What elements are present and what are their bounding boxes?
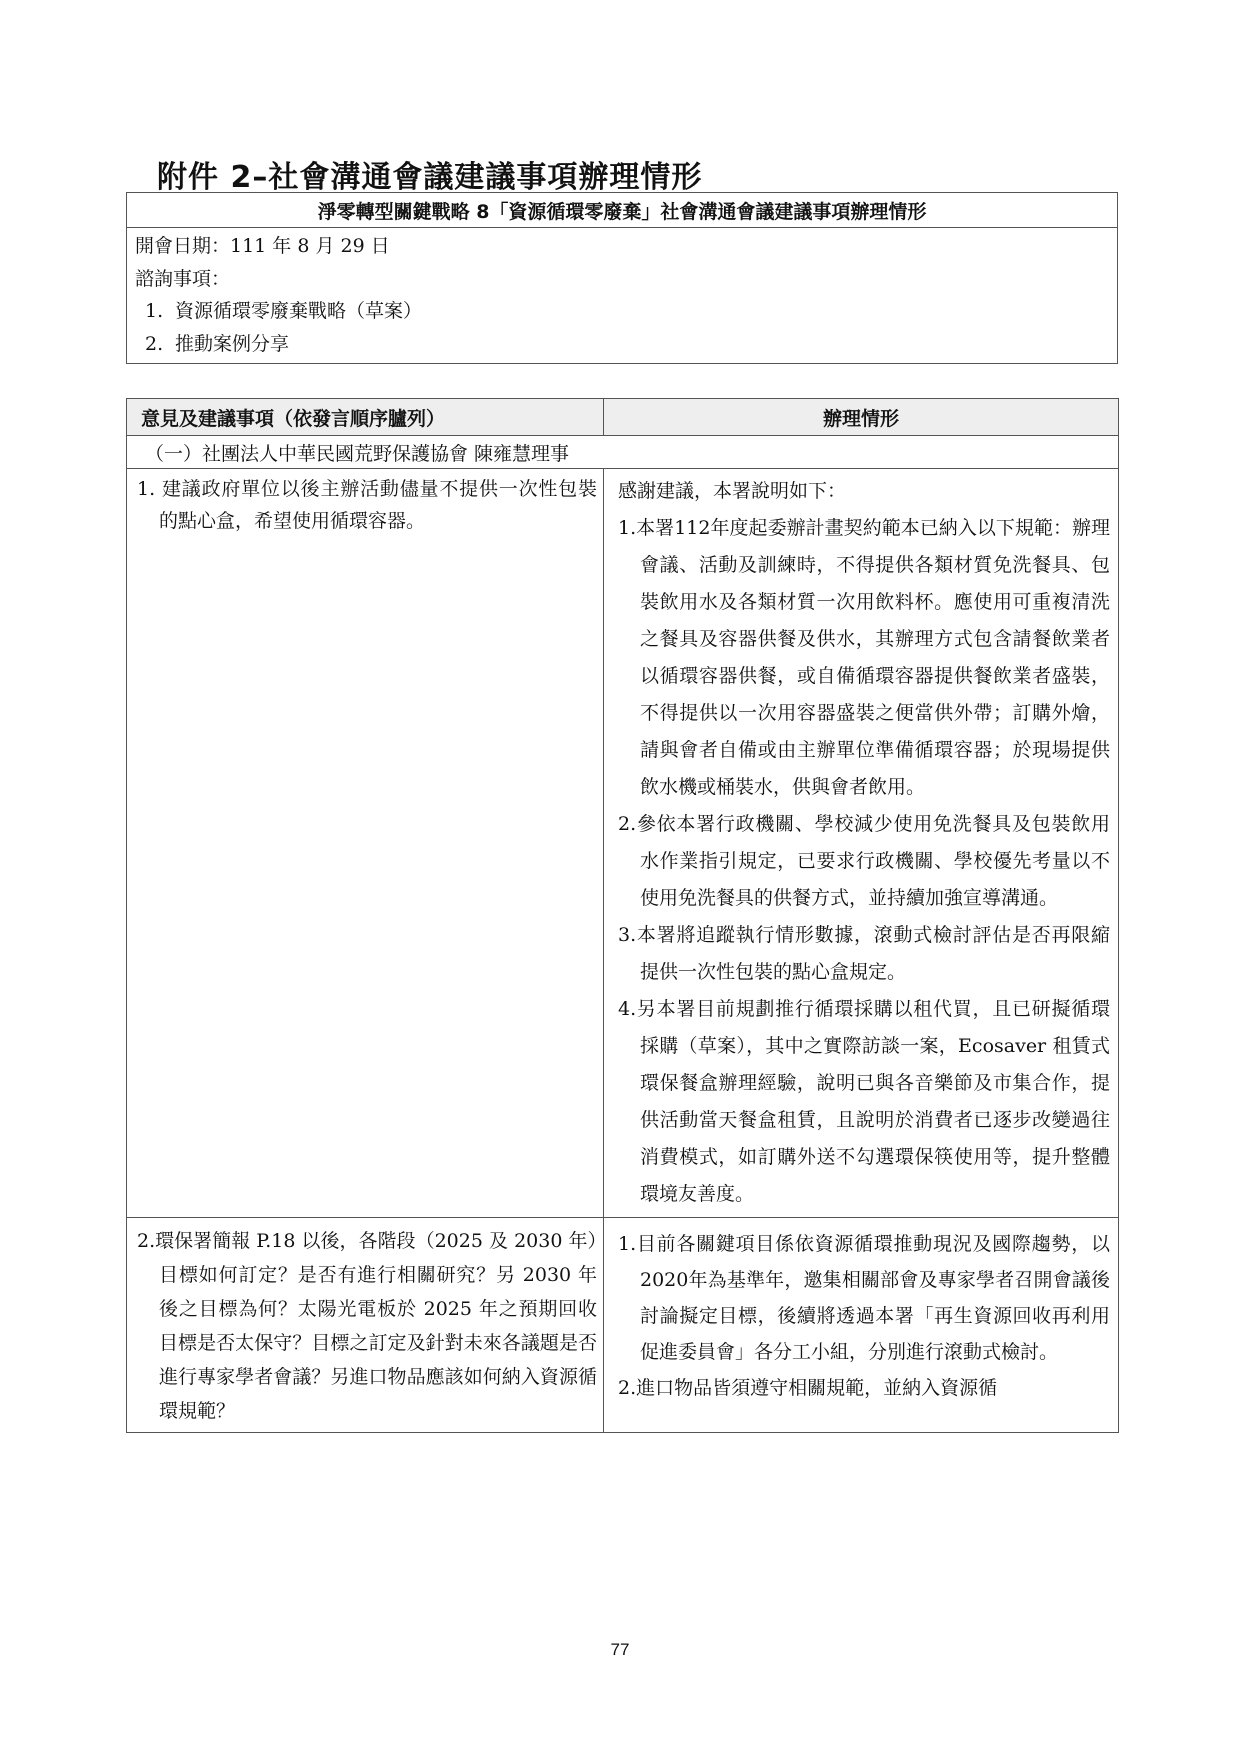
page-title: 附件 2–社會溝通會議建議事項辦理情形 bbox=[157, 160, 703, 195]
response-item: 1.本署112年度起委辦計畫契約範本已納入以下規範：辦理會議、活動及訓練時，不得提供各類材質免洗餐具、包裝飲用水及各類材質一次用飲料杯。應使用可重複清洗之餐具及容器供餐及供水，其辦理方式包含請餐飲業者以循環容器供餐，或自備循環容器提供餐飲業者盛裝，不得提供以一次用容器盛裝之便當供外帶；訂購外燴，請與會者自備或由主辦單位準備循環容器；於現場提供飲水機或桶裝水，供與會者飲用。 bbox=[618, 517, 1110, 798]
table-header-row bbox=[127, 399, 1119, 436]
table-row bbox=[127, 469, 1119, 1218]
consult-item-text: 資源循環零廢棄戰略（草案） bbox=[175, 300, 423, 322]
info-table-heading: 淨零轉型關鍵戰略 8「資源循環零廢棄」社會溝通會議建議事項辦理情形 bbox=[127, 193, 1118, 228]
consult-item-number: 2. bbox=[145, 332, 164, 355]
consult-item-number: 1. bbox=[145, 300, 164, 322]
question-cell bbox=[127, 1218, 604, 1433]
section-row bbox=[127, 436, 1119, 469]
response-item: 1.目前各關鍵項目係依資源循環推動現況及國際趨勢，以2020年為基準年，邀集相關部會及專家學者召開會議後討論擬定目標，後續將透過本署「再生資源回收再利用促進委員會」各分工小組，分別進行滾動式檢討。 bbox=[618, 1233, 1110, 1363]
consult-item bbox=[135, 328, 1109, 361]
response-item: 3.本署將追蹤執行情形數據，滾動式檢討評估是否再限縮提供一次性包裝的點心盒規定。 bbox=[618, 924, 1110, 983]
response-cell bbox=[604, 1218, 1119, 1433]
section-title: （一）社團法人中華民國荒野保護協會 陳雍慧理事 bbox=[127, 436, 1119, 469]
meeting-info-table bbox=[126, 192, 1118, 364]
question-text: 1. 建議政府單位以後主辦活動儘量不提供一次性包裝的點心盒，希望使用循環容器。 bbox=[137, 478, 597, 532]
response-intro: 感謝建議，本署說明如下： bbox=[618, 480, 847, 502]
table-row bbox=[127, 1218, 1119, 1433]
response-cell bbox=[604, 469, 1119, 1218]
consult-item bbox=[135, 295, 1109, 328]
question-cell bbox=[127, 469, 604, 1218]
meeting-date: 開會日期：111 年 8 月 29 日 bbox=[135, 235, 390, 257]
header-suggestions: 意見及建議事項（依發言順序臚列） bbox=[127, 399, 604, 436]
suggestions-table bbox=[126, 398, 1119, 1433]
page-number: 77 bbox=[610, 1640, 630, 1659]
response-item: 4.另本署目前規劃推行循環採購以租代買，且已研擬循環採購（草案），其中之實際訪談一案，Ecosaver 租賃式環保餐盒辦理經驗，說明已與各音樂節及市集合作，提供活動當天餐盒租賃，且說明於消費者已逐步改變過往消費模式，如訂購外送不勾選環保筷使用等，提升整體環境友善度。 bbox=[618, 998, 1110, 1205]
question-text: 2.環保署簡報 P.18 以後，各階段（2025 及 2030 年）目標如何訂定？是否有進行相關研究？另 2030 年後之目標為何？太陽光電板於 2025 年之預期回收目標是否太保守？目標之訂定及針對未來各議題是否進行專家學者會議？另進口物品應該如何納入資源循環規範？ bbox=[137, 1230, 597, 1422]
meeting-info-body bbox=[127, 228, 1118, 364]
consult-label: 諮詢事項： bbox=[135, 267, 231, 290]
response-item: 2.進口物品皆須遵守相關規範，並納入資源循 bbox=[618, 1377, 998, 1399]
response-item: 2.參依本署行政機關、學校減少使用免洗餐具及包裝飲用水作業指引規定，已要求行政機關、學校優先考量以不使用免洗餐具的供餐方式，並持續加強宣導溝通。 bbox=[618, 813, 1110, 909]
consult-item-text: 推動案例分享 bbox=[175, 332, 290, 355]
header-handling-status: 辦理情形 bbox=[604, 399, 1119, 436]
